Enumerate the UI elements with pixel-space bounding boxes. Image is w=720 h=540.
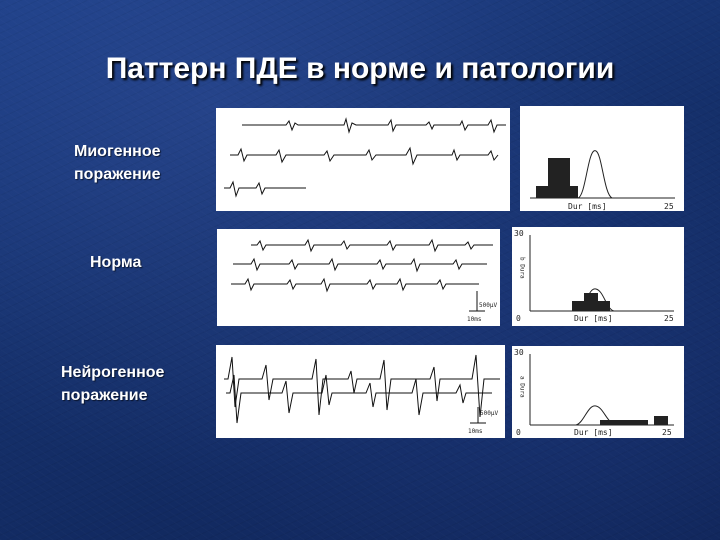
row-label-line: поражение (74, 166, 161, 183)
emg-traces-normal-svg (217, 229, 500, 326)
y-axis-label: a Dura (518, 376, 526, 398)
histogram-myogenic (520, 106, 684, 211)
emg-traces-myogenic-svg (216, 108, 510, 211)
row-label-myogenic (74, 140, 161, 186)
x-max-label: 25 (664, 202, 674, 211)
y-top-label: 30 (514, 348, 524, 357)
emg-traces-neurogenic-svg (216, 345, 505, 438)
emg-traces-normal (217, 229, 500, 326)
scale-amp: 500µV (479, 302, 498, 309)
y-zero-label: 0 (516, 428, 521, 437)
x-max-label: 25 (662, 428, 672, 437)
scale-time: 10ms (468, 428, 483, 435)
emg-traces-myogenic (216, 108, 510, 211)
x-axis-label: Dur [ms] (574, 428, 613, 437)
row-label-line: Миогенное (74, 143, 161, 160)
row-label-normal (90, 251, 141, 274)
emg-traces-neurogenic (216, 345, 505, 438)
x-axis-label: Dur [ms] (574, 314, 613, 323)
row-label-line: поражение (61, 387, 148, 404)
scale-time: 10ms (467, 316, 482, 323)
histogram-normal (512, 227, 684, 326)
histogram-neurogenic-svg (512, 346, 684, 438)
x-axis-label: Dur [ms] (568, 202, 607, 211)
y-zero-label: 0 (516, 314, 521, 323)
row-label-neurogenic (61, 361, 164, 407)
x-max-label: 25 (664, 314, 674, 323)
row-label-line: Нейрогенное (61, 364, 165, 381)
histogram-myogenic-svg (520, 106, 684, 211)
y-axis-label: b Dura (518, 257, 526, 279)
y-top-label: 30 (514, 229, 524, 238)
row-label-line: Норма (90, 254, 142, 271)
histogram-neurogenic (512, 346, 684, 438)
scale-amp: 500µV (480, 410, 499, 417)
histogram-normal-svg (512, 227, 684, 326)
slide-title: Паттерн ПДЕ в норме и патологии (105, 52, 615, 85)
